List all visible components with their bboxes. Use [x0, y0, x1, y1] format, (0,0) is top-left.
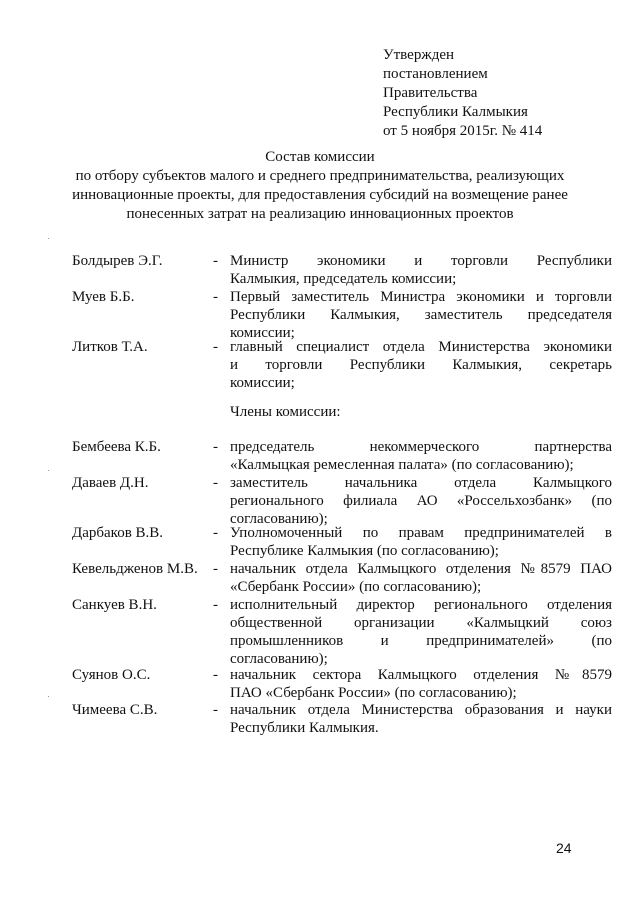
- member-name: Литков Т.А.: [72, 339, 148, 355]
- member-name: Бембеева К.Б.: [72, 439, 161, 455]
- scan-mark: [48, 696, 49, 697]
- member-role: [230, 701, 612, 737]
- member-role: [230, 596, 612, 668]
- role-line: Первый заместитель Министра экономики и торговли: [230, 289, 612, 305]
- member-name: Чимеева С.В.: [72, 702, 158, 718]
- member-name: Дарбаков В.В.: [72, 525, 164, 541]
- role-line: начальник сектора Калмыцкого отделения №8579: [230, 667, 612, 683]
- role-line: Республики Калмыкия, заместитель председателя: [230, 307, 612, 323]
- separator-dash: -: [213, 289, 218, 305]
- document-title: Состав комиссии: [265, 149, 375, 165]
- role-line: исполнительный директор регионального отделения: [230, 597, 612, 613]
- role-line: «Калмыцкая ремесленная палата» (по согласованию);: [230, 457, 574, 473]
- member-role: [230, 252, 612, 288]
- role-line: согласованию);: [230, 651, 328, 667]
- role-line: начальник отдела Министерства образования и науки: [230, 702, 612, 718]
- approval-line: постановлением: [383, 66, 488, 82]
- member-role: [230, 524, 612, 560]
- role-line: начальник отдела Калмыцкого отделения №8579 ПАО: [230, 561, 612, 577]
- member-role: [230, 666, 612, 702]
- role-line: согласованию);: [230, 511, 328, 527]
- separator-dash: -: [213, 475, 218, 491]
- role-line: регионального филиала АО «Россельхозбанк» (по: [230, 493, 612, 509]
- approval-line: Утвержден: [383, 47, 455, 63]
- role-line: общественной организации «Калмыцкий союз: [230, 615, 612, 631]
- role-line: Республики Калмыкия.: [230, 720, 379, 736]
- member-name: Даваев Д.Н.: [72, 475, 149, 491]
- role-line: заместитель начальника отдела Калмыцкого: [230, 475, 612, 491]
- heading-line: инновационные проекты, для предоставления субсидий на возмещение ранее: [72, 187, 568, 203]
- role-line: промышленников и предпринимателей» (по: [230, 633, 612, 649]
- approval-line: Правительства: [383, 85, 478, 101]
- approval-line: от 5 ноября 2015г. № 414: [383, 123, 543, 139]
- role-line: председатель некоммерческого партнерства: [230, 439, 612, 455]
- role-line: комиссии;: [230, 325, 295, 341]
- role-line: «Сбербанк России» (по согласованию);: [230, 579, 482, 595]
- separator-dash: -: [213, 339, 218, 355]
- role-line: Калмыкия, председатель комиссии;: [230, 271, 457, 287]
- separator-dash: -: [213, 667, 218, 683]
- role-line: комиссии;: [230, 375, 295, 391]
- approval-line: Республики Калмыкия: [383, 104, 528, 120]
- members-heading: Члены комиссии:: [230, 404, 341, 420]
- member-name: Суянов О.С.: [72, 667, 151, 683]
- member-role: [230, 288, 612, 342]
- separator-dash: -: [213, 525, 218, 541]
- heading-line: понесенных затрат на реализацию инновационных проектов: [126, 206, 514, 222]
- separator-dash: -: [213, 702, 218, 718]
- role-line: Республике Калмыкия (по согласованию);: [230, 543, 499, 559]
- heading-line: по отбору субъектов малого и среднего предпринимательства, реализующих: [75, 168, 565, 184]
- role-line: Уполномоченный по правам предпринимателей в: [230, 525, 612, 541]
- member-name: Кевельдженов М.В.: [72, 561, 198, 577]
- page-number: 24: [556, 840, 572, 856]
- scan-mark: [48, 238, 49, 239]
- member-name: Санкуев В.Н.: [72, 597, 157, 613]
- scan-mark: [48, 470, 49, 471]
- separator-dash: -: [213, 597, 218, 613]
- member-role: [230, 438, 612, 474]
- role-line: ПАО «Сбербанк России» (по согласованию);: [230, 685, 517, 701]
- member-role: [230, 474, 612, 528]
- role-line: и торговли Республики Калмыкия, секретарь: [230, 357, 612, 373]
- role-line: главный специалист отдела Министерства экономики: [230, 339, 612, 355]
- role-line: Министр экономики и торговли Республики: [230, 253, 612, 269]
- member-role: [230, 338, 612, 392]
- member-role: [230, 560, 612, 596]
- separator-dash: -: [213, 439, 218, 455]
- member-name: Болдырев Э.Г.: [72, 253, 163, 269]
- separator-dash: -: [213, 561, 218, 577]
- member-name: Муев Б.Б.: [72, 289, 135, 305]
- separator-dash: -: [213, 253, 218, 269]
